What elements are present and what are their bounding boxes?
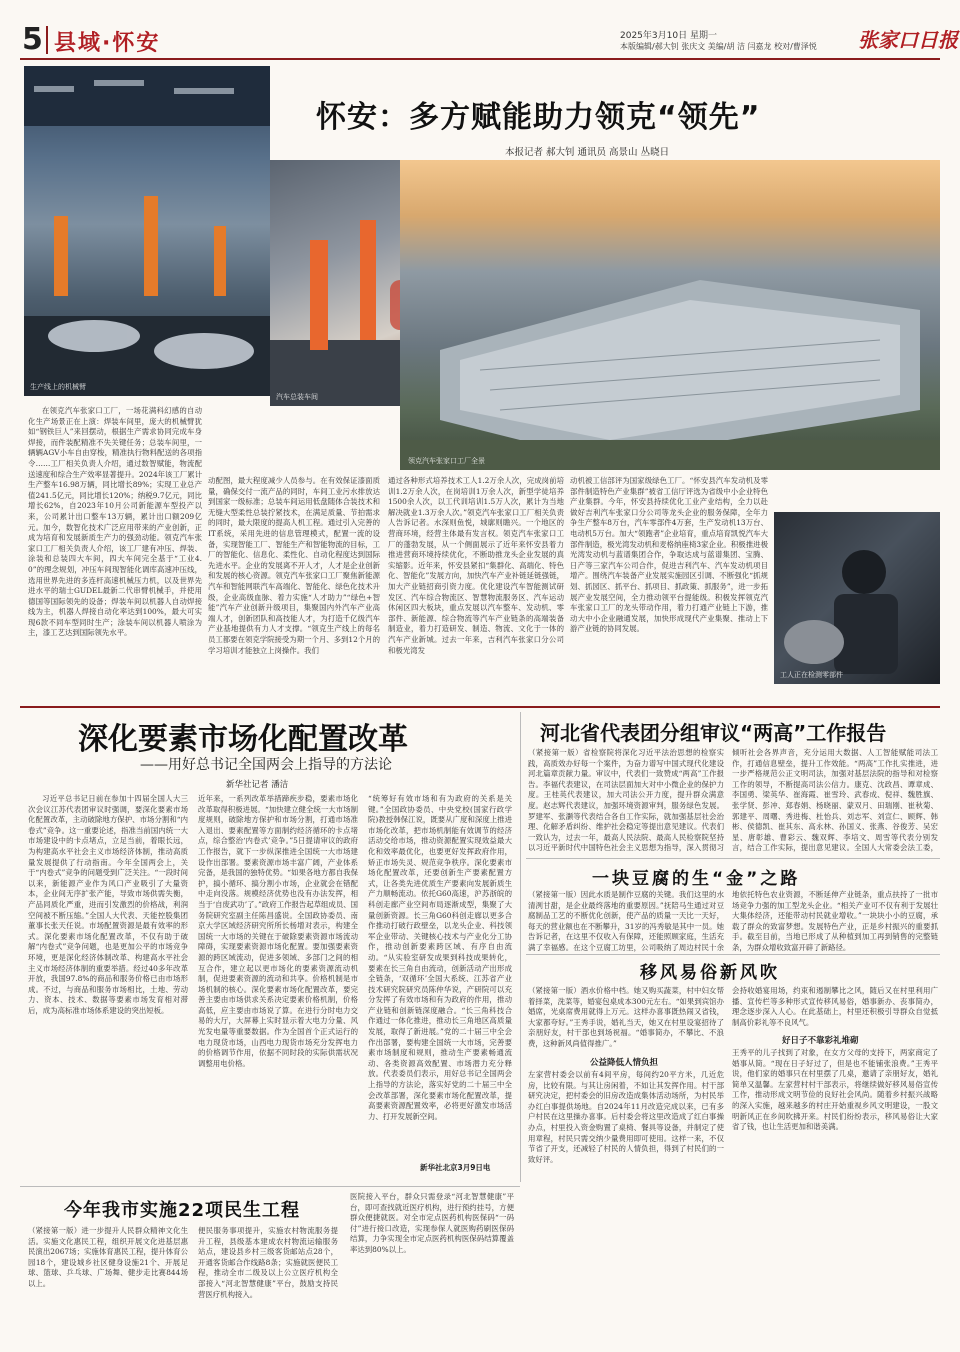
- tofu-headline: 一块豆腐的生“金”之路: [592, 869, 801, 889]
- header-divider: [20, 58, 940, 60]
- policy-column-1: 习近平总书记日前在参加十四届全国人大三次会议江苏代表团审议时强调，要深化要素市场化配置改革，主动破除地方保护、市场分割和“内卷式”竞争。这一重要论述，指准当前国内统一大市场建设中的卡点堵点，立足当前，着眼长远，为构建高水平社会主义市场经济体制，推动高质量发展提供了行动指南。今年全国两会上，关于“内卷式”竞争的问题受到广泛关注。“一段时间以来，新能源产业作为风口产业吸引了大量资本，企业间无序扩张产能，导致市场供需失衡，产品同质化严重，进而引发激烈的价格战，利润空间被不断压缩。”全国人大代表、天能控股集团董事长张天任说。市场配置资源是最有效率的形式。深化要素市场化配置改革，不仅有助于破解“内卷式”竞争问题，也是更加公平的市场竞争环境，更是深化经济体制改革、构建高水平社会主义市场经济体制的重要举措。经过40多年改革开放，我国97.8%的商品和服务价格已由市场形成。不过，与商品和服务市场相比，土地、劳动力、资本、技术、数据等要素市场发育相对滞后，成为高标准市场体系建设的突出短板。: [28, 794, 188, 1015]
- photo-worker-art: [774, 512, 940, 684]
- lead-byline: 本报记者 郝大钊 通讯员 高景山 丛晓日: [505, 147, 670, 158]
- section-divider: [526, 858, 940, 859]
- projects-column-3: 医院接入平台，群众只需登录“河北智慧健康”平台，即可查找就近医疗机构，进行预约挂号，方便群众便捷就医。对全市定点医药机构医保码“一码付”进行接口改造，实现参保人就医购药刷医保码结算，力争实现全市定点医药机构医保码结算覆盖率达到80%以上。: [350, 1192, 514, 1254]
- photo-factory-aerial-art: [400, 160, 940, 470]
- policy-column-2: 近年来，一系列改革举措蹄疾步稳，要素市场化改革取得积极进展。“加快建立健全统一大市场制度规则，破除地方保护和市场分割，打通市场准入退出、要素配置等方面制约经济循环的卡点堵点，综合整治‘内卷式’竞争。”5日提请审议的政府工作报告，就下一步纵深推进全国统一大市场建设作出部署。要素资源市场丰富广阔，产业体系完备，是我国的独特优势。“如果各地方都自我保护，搞小循环、搞分割小市场，企业就会在错配中走向没落。规模经济优势也没有办法发挥，相当于‘自废武功’了。”政府工作报告起草组成员、国务院研究室副主任陈昌盛说。全国政协委员、南京大学区域经济研究所所长杨增对表示，构建全国统一大市场的关键在于破除要素资源市场流动障碍，实现要素资源市场化配置。要加强要素资源的跨区域流动，促进多领域、多部门之间的相互合作，建立起以更市场化的要素资源流动机制，促进要素资源的流动和共享。价格机制是市场机制的核心。深化要素市场化配置改革，要完善主要由市场供求关系决定要素价格机制，价格高低，应主要由市场说了算。在进行分时电力交易的大厅，大屏幕上实时显示着大电力分量、风光发电量等重要数据。作为全国首个正式运行的电力现货市场，山西电力现货市场充分发挥电力的价格调节作用，依据不同时段的实际供需状况调整用电价格。: [198, 794, 358, 1068]
- policy-footer: 新华社北京3月9日电: [420, 1163, 491, 1172]
- photo-caption: 领克汽车张家口工厂全景: [408, 457, 485, 465]
- projects-headline: 今年我市实施22项民生工程: [64, 1200, 301, 1221]
- issue-date: 2025年3月10日 星期一: [620, 31, 717, 41]
- policy-byline: 新华社记者 潘洁: [226, 780, 289, 790]
- page-number: 5: [22, 22, 43, 57]
- photo-caption: 汽车总装车间: [276, 393, 318, 401]
- lead-column-4: 动机被工信部评为国家级绿色工厂。“怀安县汽车发动机及零部件制造特色产业集群”被省工信厅评选为省级中小企业特色产业集群。今年，怀安县持续优化工业产业结构，全力以赴做好吉利汽车张家口分公司等龙头企业的服务保障，全年力争生产整车8万台，汽车零部件4万套，生产发动机13万台、电动机5万台。加大“领跑者”企业培育，重点培育凯悦汽车大部件制造，极光湾发动机和麦格纳座椅3家企业。积极推进极光湾发动机与蓝谱集团合作，争取达成与蓝谱集团、宝腾、日产等三家汽车公司合作，促进吉利汽车、汽车发动机项目增产。围绕汽车装备产业发展实施园区引调、不断强化“抓规划、抓园区、抓平台、抓项目、抓政策、抓服务”，进一步拓展产业发展空间，全力推动领平台提能级。积极发挥领克汽车张家口工厂的龙头带动作用，着力打通产业链上下游，推动大中小企业融通发展，加快形成现代产业集聚、推动上下游产业链的协同发展。: [570, 476, 768, 634]
- newspaper-logo: 张家口日报: [858, 28, 958, 52]
- photo-worker-inspection: [774, 512, 940, 684]
- policy-subheadline: ——用好总书记全国两会上指导的方法论: [140, 757, 392, 773]
- editors-credit: 本版编辑/郝大钊 张庆文 美编/胡 洁 闫嘉龙 校对/曹泽悦: [620, 42, 817, 51]
- photo-caption: 生产线上的机械臂: [30, 383, 86, 391]
- policy-headline: 深化要素市场化配置改革: [78, 722, 408, 757]
- section-divider: [20, 1186, 520, 1187]
- hebei-column-1: （紧接第一版）省检察院将深化习近平法治思想的检察实践，高质效办好每一个案件，为奋力谱写中国式现代化建设河北篇章贡献力量。审议中，代表们一致赞成“两高”工作报告。李福代表建议，在司法层面加大对中小微企业的保护力度。王桂英代表建议，加大司法公开力度，提升群众满意度。赵志辉代表建议，加强环境资源审判，服务绿色发展。罗建军、张灏等代表结合各自工作实际，就加强基层社会治理、化解矛盾纠纷、维护社会稳定等提出意见建议。代表们一致认为，过去一年，最高人民法院、最高人民检察院坚持以习近平新时代中国特色社会主义思想为指导，深入贯彻习: [528, 748, 724, 853]
- photo-factory-aerial: [400, 160, 940, 470]
- hebei-column-2: 倾听社会各界声音，充分运用大数据、人工智能赋能司法工作，打通信息壁垒，提升工作效能。“两高”工作扎实推进，进一步严格规范公正文明司法，加强对基层法院的指导和对检察工作的领导，不断提高司法公信力。康克、沈政昌、谭章成、李国勇、梁英华、崔海霞、崔雪玲、武春成、倪祥、魏胜旗、张学贤、彭冲、郑春娟、杨晓丽、蒙双月、田瑞刚、崔秋菊、郭建平、周曙、秀进梅、杜怡兵、刘志军、刘宣仁、顾辉、韩彬、侯德凯、崔其东、高永林、孙国义、张燕、谷俊芳、吴宏星、唐彰雄、曹彩云、魏双辉、李培文、周雪等代表分别发言，结合工作实际，提出意见建议。全国人大常委会法工委，: [732, 748, 938, 853]
- lead-column-2: 动配图，最大程度减少人员参与。在有效保证漆面质量，确保交付一流产品的同时，车间工业污水排放达到国家一级标准；总装车间运用低盘随体合装技术和无缝大型柔性总装拧紧技术，在满足质量、节拍需求的同时，最大限度的提高人机工程。通过引入完善的IT系统，采用先进的信息管理模式，配置一流的设备，实现智能工厂、智能生产和智能物流的目标，工厂的智能化、信息化、柔性化、自动化程度达到国际先进水平。企业的发展离不开人才，人才是企业创新和发展的核心资源。领克汽车张家口工厂聚焦新能源汽车和智能网联汽车高端化、智能化、绿色化技术升级，企业高级血脉、着力实施“人才助力”“绿色+智能”汽车产业创新升级项目，集聚国内外汽车产业高端人才，创新团队和高技能人才，为打造千亿级汽车产业基地提供有力人才支撑。“领克生产线上的每名员工都要在领克学院接受为期一个月、多到12个月的学习培训才能独立上岗操作。我们: [208, 476, 380, 655]
- column-divider: [520, 712, 521, 1182]
- custom-subhead-2: 好日子不靠彩礼堆砌: [782, 1036, 859, 1046]
- custom-column-1: （紧接第一版）酒水价格中档。她又购买蔬菜，村中妇女帮着择菜，洗菜等，婚宴包桌成本300元左右。“如果到宾馆办婚席，光桌席费用就得上万元。这样办喜事既热闹又省钱，大家都夸好。”王秀手说，婚礼当天，她又在村里设宴招待了亲朋好友，村干部也到场祝福。“婚事简办，不攀比、不浪费，这种新风尚值得推广。”: [528, 986, 724, 1048]
- header-number-divider: [46, 26, 48, 54]
- section-divider: [526, 954, 940, 955]
- custom-column-2: 左家营村委会以前有4间平房，每间约20平方米，几近危房，比较有限。与其让房闲着，不如让其发挥作用。村干部研究决定，把村委会的旧房改造成集体活动场所，为村民举办红白事提供场地。自2024年11月改造完成以来，已有多户村民在这里操办喜事。后村委会将这里改造成了红白事操办点，村里投入资金购置了桌椅、餐具等设备，并制定了使用章程，村民只需交纳少量费用即可使用。这样一来，不仅节省了开支，还减轻了村民的人情负担，得到了村民们的一致好评。: [528, 1070, 724, 1164]
- lead-column-3: 通过各种形式培养技术工人1.2万余人次，完成岗前培训1.2万余人次，在岗培训1万余人次，新型学徒培养1500余人次，以工代训培训1.5万人次，累计为当地解决就业1.3万余人次。”领克汽车张家口工厂相关负责人告诉记者。水深则鱼悦，城廓则瞻兴。一个地区的营商环境，经营主体最有发言权。领克汽车张家口工厂的蓬勃发展，从一个侧面展示了近年来怀安县着力推进营商环境持续优化，不断助推龙头企业发展的真实缩影。近年来，怀安县紧扣“集群化、高端化、特色化、智能化”发展方向，加快汽车产业补链延链强链，加大产业链招商引资力度。优化建设汽车智能测试研发区、汽车综合物流区、智慧物流服务区、汽车运动休闲区四大板块，重点发展以汽车整车、发动机、零部件、新能源、综合物流等汽车产业链条的高端装备制造业，着力打造研发、制造、物流、文化于一体的汽车产业新城。过去一年来，吉利汽车张家口分公司和极光湾发: [388, 476, 564, 655]
- tofu-column-1: （紧接第一版）因此水质是制作豆腐的关键。我们这里的水清洌甘甜，是企业最终落地的重要原因。”抚陪马生通过对豆腐制品工艺的不断优化创新，使产品的质量一天比一天好，每天的营业额也在不断攀升，31岁的冯秀敏是其中一员。她告诉记者，在这里不仅收入有保障，还能照顾家庭，生活充满了幸福感。在这个豆腐工坊里，公司吸纳了周边村民十余: [528, 890, 724, 952]
- custom-column-3: 会持收婚宴用场，约束和遏制攀比之风，随后又在村里利用广播、宣传栏等多种形式宣传移风易俗，婚事新办、丧事简办，理念逐步深入人心。在此基础上，村里还积极引导群众自觉抵制高价彩礼等不良风气。: [732, 986, 938, 1027]
- policy-column-3: “统筹好有效市场和有为政府的关系是关键。”全国政协委员、中央党校(国家行政学院)教授韩保江说，既要从广度和深度上推进市场化改革，把市场机制能有效调节的经济活动交给市场，推动资源配置实现效益最大化和效率最优化，也要更好发挥政府作用，矫正市场失灵、规范竞争秩序。深化要素市场化配置改革，还要创新生产要素配置方式，让各类先进优质生产要素向发展新质生产力顺畅流动。依托G60高速，沪苏浙皖的科创走廊产业空间布局逐渐成型，集聚了大量创新资源。长三角G60科创走廊以更多合作推动打破行政壁垒，以龙头企业、科技领军企业带动、关键核心技术与产业化分工协作，推动创新要素跨区域、有序自由流动。“从实验室研发成果到科技成果转化，要素在长三角自由流动，创新活动产出形成全链条，‘双循环’全国大系统、江苏省产业技术研究院研究员陈仲华说，产研院可以充分发挥了有效市场和有为政府的作用，推动产业链和创新链深度融合。“长三角科技合作通过一体化推进，推动长三角地区高质量发展，取得了新进展。”党的二十届三中全会作出部署，要构建全国统一大市场，完善要素市场制度和规则，推动生产要素畅通流动、各类资源高效配置、市场潜力充分释放。代表委员们表示，用好总书记全国两会上指导的方法论，落实好党的二十届三中全会改革部署，深化要素市场化配置改革，提高要素资源配置效率，必将更好激发市场活力、打开发展新空间。: [368, 794, 512, 1121]
- custom-headline: 移风易俗新风吹: [640, 963, 780, 983]
- photo-robot-arms: [24, 66, 270, 396]
- photo-robot-arms-art: [24, 66, 270, 396]
- custom-subhead-1: 公益降低人情负担: [590, 1058, 659, 1068]
- photo-caption: 工人正在检测零部件: [780, 671, 843, 679]
- projects-column-2: 便民服务事项提升，实施农村物流服务提升工程，县级基本建成农村物流运输服务站点，建设县乡村三级客货邮站点28个，开通客货邮合作线路8条；实施就医便民工程，推动全市二级及以上公立医疗机构全部接入“河北智慧健康”平台，鼓励支持民营医疗机构接入。: [198, 1226, 338, 1299]
- projects-column-1: （紧接第一版）进一步提升人民群众精神文化生活。实施文化惠民工程，组织开展文化进基层惠民演出2067场；实施体育惠民工程，提升体育公园18个，建设城乡社区健身设施21个、开展足球、篮球、乒乓球、广场舞、健步走比赛844场以上。: [28, 1226, 188, 1288]
- lead-column-1: 在领克汽车张家口工厂，一场花满科幻感的自动化生产场景正在上演：焊装车间里，庞大的机械臂犹如“钢铁巨人”来回摆动，根据生产需求协同完成车身焊接，而件装配精准不失关键任务；总装车间里，一辆辆AGV小车自由穿梭，精准执行物料配送的各项指令……工厂相关负责人介绍，通过数智赋能，物流配送速度和综合生产效率显著提升。2024年该工厂累计生产整车16.98万辆，同比增长89%；实现工业总产值241.5亿元，同比增长120%；纳税9.7亿元，同比增长62%，自2023年10月公司新能源车型投产以来，公司累计出口整车13万辆，累计出口额209亿元。加今，数智化技术广泛应用带来的产业创新，正成为培育和发展新质生产力的强劲动能。领克汽车张家口工厂相关负责人介绍，该工厂建有冲压、焊装、涂装和总装四大车间，四大车间完全基于“工业4.0”的理念规划，冲压车间现智能化调库高速冲压线，选用世界先进的多连杆高速机械压力机，以及世界先进水平的瑞士GUDEL最新二代串臂机械手，并使用德国等国际领先的设备；焊装车间以机器人自动焊接线为主，机器人焊接自动化率达到100%，最大可实现6款不同车型同时生产；涂装车间以机器人喷涂为主，漆工艺达到国际领先水平。: [28, 406, 202, 638]
- lead-bottom-divider: [20, 706, 940, 708]
- section-title: 县域·怀安: [54, 31, 161, 56]
- custom-column-4: 王秀平的儿子找到了对象，在女方父母的支持下，两家商定了婚事从简。“现在日子好过了，但是也不能铺张浪费。”王秀平说，他们家的婚事只在村里摆了几桌，邀请了亲朋好友，婚礼简单又温馨。左家营村村干部表示，将继续做好移风易俗宣传工作，推动形成文明节俭的良好社会风尚。随着乡村振兴战略的深入实施，越来越多的村庄开始重视乡风文明建设，一股文明新风正在乡间吹拂开来。村民们纷纷表示，移风易俗让大家省了钱，也让生活更加和谐美满。: [732, 1048, 938, 1132]
- hebei-headline: 河北省代表团分组审议“两高”工作报告: [540, 721, 887, 745]
- lead-headline: 怀安：多方赋能助力领克“领先”: [316, 100, 761, 135]
- tofu-column-2: 地依托特色农业资源，不断延伸产业链条，重点扶持了一批市场竞争力强的加工型龙头企业。“相关产业可不仅有利于发展壮大集体经济，还能带动村民就业增收。”一块块小小的豆腐，承载了群众的致富梦想。发展特色产业，正是乡村振兴的重要抓手。截至目前，当地已形成了从种植到加工再到销售的完整链条，为群众增收致富开辟了新路径。: [732, 890, 938, 952]
